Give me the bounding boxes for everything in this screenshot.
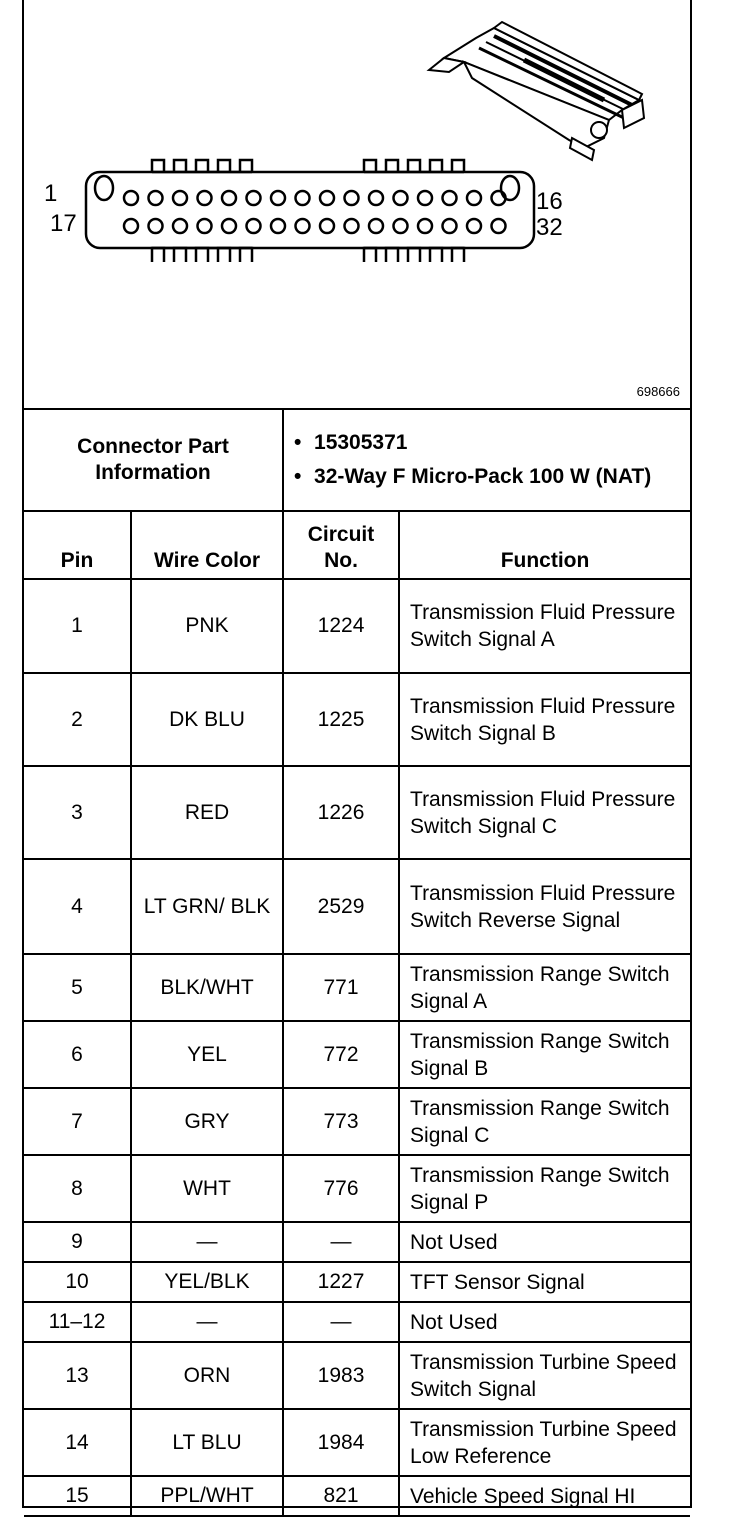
wire-color-cell: —: [131, 1302, 283, 1342]
pin-hole: [124, 191, 138, 205]
table-row: [24, 766, 690, 859]
pin-hole: [418, 191, 432, 205]
wire-color-cell: RED: [131, 766, 283, 859]
circuit-cell: 2529: [283, 859, 399, 954]
wire-color-cell: PPL/WHT: [131, 1476, 283, 1516]
table-row: [24, 1409, 690, 1476]
circuit-cell: 1225: [283, 673, 399, 766]
function-cell: Transmission Range Switch Signal B: [399, 1021, 690, 1088]
table-row: [24, 1021, 690, 1088]
pin-hole: [492, 219, 506, 233]
pin-cell: 8: [24, 1155, 131, 1222]
circuit-cell: 772: [283, 1021, 399, 1088]
latch-tab: [452, 160, 464, 172]
function-cell: Transmission Fluid Pressure Switch Signal B: [399, 673, 690, 766]
pin-hole: [443, 191, 457, 205]
latch-tab: [364, 160, 376, 172]
pin-hole: [418, 219, 432, 233]
circuit-cell: 821: [283, 1476, 399, 1516]
pin-hole: [173, 219, 187, 233]
latch-tab: [218, 160, 230, 172]
circuit-cell: 1224: [283, 579, 399, 673]
pin-hole: [345, 191, 359, 205]
circuit-cell: 1983: [283, 1342, 399, 1409]
header-function: Function: [399, 511, 690, 579]
latch-tab: [408, 160, 420, 172]
connector-info-items: [283, 409, 690, 511]
wire-color-cell: BLK/WHT: [131, 954, 283, 1021]
circuit-cell: 1227: [283, 1262, 399, 1302]
pin-hole: [149, 219, 163, 233]
pin-cell: 4: [24, 859, 131, 954]
latch-tab: [152, 160, 164, 172]
table-row: [24, 1222, 690, 1262]
circuit-cell: 773: [283, 1088, 399, 1155]
pin-hole: [247, 219, 261, 233]
pin-hole: [124, 219, 138, 233]
circuit-cell: 771: [283, 954, 399, 1021]
wire-color-cell: —: [131, 1222, 283, 1262]
pin-hole: [271, 219, 285, 233]
table-row: [24, 954, 690, 1021]
table-row: [24, 1476, 690, 1516]
circuit-cell: 776: [283, 1155, 399, 1222]
pin-hole: [198, 191, 212, 205]
wire-color-cell: PNK: [131, 579, 283, 673]
wire-color-cell: GRY: [131, 1088, 283, 1155]
latch-tab: [240, 248, 252, 262]
pin-hole: [443, 219, 457, 233]
pin-hole: [394, 219, 408, 233]
wire-color-cell: LT GRN/ BLK: [131, 859, 283, 954]
pin-cell: 3: [24, 766, 131, 859]
function-cell: Not Used: [399, 1222, 690, 1262]
table-row: [24, 1342, 690, 1409]
latch-tab: [430, 160, 442, 172]
circuit-cell: —: [283, 1302, 399, 1342]
latch-tab: [196, 160, 208, 172]
pin-cell: 13: [24, 1342, 131, 1409]
pin-hole: [369, 191, 383, 205]
function-cell: Not Used: [399, 1302, 690, 1342]
latch-tab: [240, 160, 252, 172]
table-row: [24, 579, 690, 673]
pin-hole: [296, 191, 310, 205]
header-pin: Pin: [24, 511, 131, 579]
connector-info-label: Connector Part Information: [24, 409, 283, 511]
connector-table: [24, 408, 690, 1517]
pin-label-16: 16: [536, 188, 563, 215]
circuit-cell: 1984: [283, 1409, 399, 1476]
function-cell: TFT Sensor Signal: [399, 1262, 690, 1302]
latch-tab: [408, 248, 420, 262]
circuit-cell: —: [283, 1222, 399, 1262]
pin-cell: 11–12: [24, 1302, 131, 1342]
pin-label-32: 32: [536, 214, 563, 241]
pin-cell: 14: [24, 1409, 131, 1476]
pin-hole: [467, 191, 481, 205]
pin-hole: [320, 191, 334, 205]
table-header: [24, 511, 690, 579]
wire-color-cell: LT BLU: [131, 1409, 283, 1476]
wire-color-cell: DK BLU: [131, 673, 283, 766]
wire-color-cell: YEL: [131, 1021, 283, 1088]
latch-tab: [218, 248, 230, 262]
latch-tab: [386, 248, 398, 262]
pin-hole: [296, 219, 310, 233]
pin-hole: [198, 219, 212, 233]
pin-cell: 2: [24, 673, 131, 766]
part-number: • 15305371: [314, 430, 680, 456]
pin-hole: [320, 219, 334, 233]
pin-hole: [345, 219, 359, 233]
table-row: [24, 1262, 690, 1302]
circuit-cell: 1226: [283, 766, 399, 859]
function-cell: Transmission Fluid Pressure Switch Signal C: [399, 766, 690, 859]
pin-hole: [247, 191, 261, 205]
latch-tab: [386, 160, 398, 172]
function-cell: Transmission Range Switch Signal P: [399, 1155, 690, 1222]
table-row: [24, 1302, 690, 1342]
table-row: [24, 1155, 690, 1222]
connector-description: • 32-Way F Micro-Pack 100 W (NAT): [314, 464, 680, 490]
function-cell: Transmission Fluid Pressure Switch Signal A: [399, 579, 690, 673]
latch-tab: [152, 248, 164, 262]
pin-hole: [222, 219, 236, 233]
pin-hole: [271, 191, 285, 205]
table-row: [24, 673, 690, 766]
pin-cell: 9: [24, 1222, 131, 1262]
table-row: [24, 1088, 690, 1155]
figure-id: 698666: [636, 384, 680, 399]
latch-tab: [452, 248, 464, 262]
pin-cell: 7: [24, 1088, 131, 1155]
wire-color-cell: WHT: [131, 1155, 283, 1222]
connector-info-row: [24, 409, 690, 511]
pin-hole: [467, 219, 481, 233]
latch-tab: [174, 160, 186, 172]
pin-cell: 5: [24, 954, 131, 1021]
connector-figure: [24, 0, 690, 408]
wire-color-cell: YEL/BLK: [131, 1262, 283, 1302]
function-cell: Transmission Range Switch Signal C: [399, 1088, 690, 1155]
connector-document: [22, 0, 692, 1508]
pin-hole: [149, 191, 163, 205]
pin-cell: 10: [24, 1262, 131, 1302]
function-cell: Transmission Turbine Speed Low Reference: [399, 1409, 690, 1476]
latch-tab: [364, 248, 376, 262]
wire-color-cell: ORN: [131, 1342, 283, 1409]
table-row: [24, 859, 690, 954]
pin-cell: 1: [24, 579, 131, 673]
pin-hole: [369, 219, 383, 233]
function-cell: Vehicle Speed Signal HI: [399, 1476, 690, 1516]
pin-hole: [222, 191, 236, 205]
connector-face: [86, 160, 534, 262]
latch-tab: [174, 248, 186, 262]
latch-tab: [196, 248, 208, 262]
connector-3d-view: [429, 22, 644, 160]
function-cell: Transmission Fluid Pressure Switch Reverse Signal: [399, 859, 690, 954]
function-cell: Transmission Range Switch Signal A: [399, 954, 690, 1021]
latch-tab: [430, 248, 442, 262]
connector-drawing: [24, 0, 690, 408]
pin-hole: [173, 191, 187, 205]
header-circuit: Circuit No.: [283, 511, 399, 579]
header-wire-color: Wire Color: [131, 511, 283, 579]
function-cell: Transmission Turbine Speed Switch Signal: [399, 1342, 690, 1409]
pin-hole: [394, 191, 408, 205]
pin-label-17: 17: [50, 210, 77, 237]
pin-cell: 6: [24, 1021, 131, 1088]
pin-label-1: 1: [44, 180, 58, 207]
pin-cell: 15: [24, 1476, 131, 1516]
